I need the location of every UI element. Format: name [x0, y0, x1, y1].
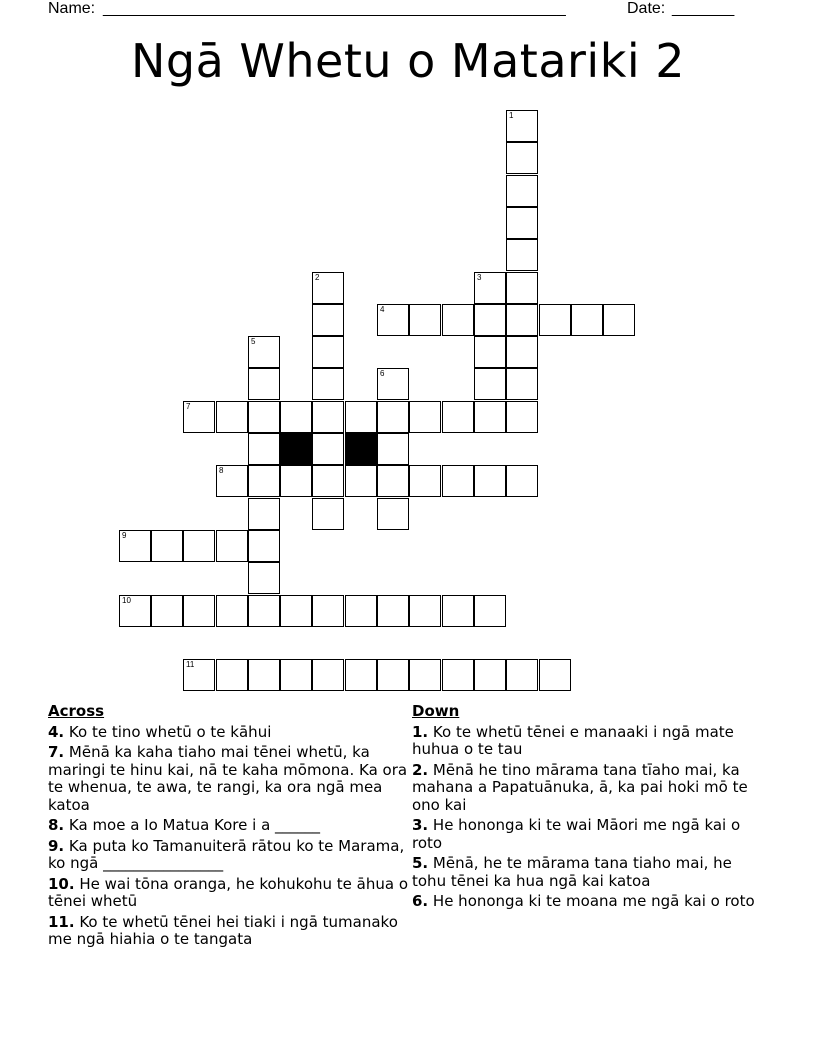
grid-cell[interactable]: [506, 207, 538, 239]
grid-cell[interactable]: [119, 530, 151, 562]
grid-cell[interactable]: [312, 304, 344, 336]
grid-cell[interactable]: [474, 401, 506, 433]
grid-cell[interactable]: [248, 401, 280, 433]
clue-number: 6.: [412, 892, 429, 910]
grid-cell[interactable]: [183, 401, 215, 433]
grid-cell[interactable]: [216, 401, 248, 433]
grid-cell[interactable]: [312, 433, 344, 465]
grid-cell[interactable]: [539, 659, 571, 691]
clue-number: 10.: [48, 874, 75, 893]
clue-text: Ko te whetū tēnei e manaaki i ngā mate huhua o te tau: [412, 722, 734, 758]
grid-cell[interactable]: [506, 110, 538, 142]
grid-cell[interactable]: [312, 595, 344, 627]
grid-cell[interactable]: [312, 368, 344, 400]
clue-number: 3: [477, 273, 482, 282]
down-clue: [412, 762, 757, 815]
grid-cell[interactable]: [506, 465, 538, 497]
grid-cell[interactable]: [474, 595, 506, 627]
clue-text: Mēnā, he te mārama tana tiaho mai, he tohu tēnei ka hua ngā kai katoa: [412, 854, 732, 890]
grid-cell[interactable]: [442, 465, 474, 497]
down-clue-list: [412, 724, 757, 911]
black-cell: [345, 433, 377, 465]
clue-number: 8.: [48, 816, 65, 834]
down-clues: [412, 703, 757, 914]
clue-number: 2: [315, 273, 320, 282]
grid-cell[interactable]: [377, 595, 409, 627]
grid-cell[interactable]: [345, 401, 377, 433]
grid-cell[interactable]: [248, 336, 280, 368]
grid-cell[interactable]: [151, 530, 183, 562]
grid-cell[interactable]: [377, 659, 409, 691]
clue-number: 2.: [412, 760, 429, 779]
grid-cell[interactable]: [248, 498, 280, 530]
clue-text: Ko te whetū tēnei hei tiaki i ngā tumanako me ngā hiahia o te tangata: [48, 912, 398, 948]
black-cell: [280, 433, 312, 465]
down-clue: [412, 855, 757, 890]
grid-cell[interactable]: [248, 368, 280, 400]
grid-cell[interactable]: [248, 659, 280, 691]
name-field[interactable]: ____________________________________________________: [103, 0, 566, 17]
grid-cell[interactable]: [119, 595, 151, 627]
clue-number: 5: [251, 337, 256, 346]
grid-cell[interactable]: [248, 562, 280, 594]
grid-cell[interactable]: [571, 304, 603, 336]
clue-number: 11: [186, 660, 195, 669]
grid-cell[interactable]: [377, 433, 409, 465]
across-clue: [48, 838, 408, 873]
grid-cell[interactable]: [377, 304, 409, 336]
grid-cell[interactable]: [183, 659, 215, 691]
grid-cell[interactable]: [442, 304, 474, 336]
grid-cell[interactable]: [248, 530, 280, 562]
grid-cell[interactable]: [506, 368, 538, 400]
grid-cell[interactable]: [312, 465, 344, 497]
grid-cell[interactable]: [280, 465, 312, 497]
grid-cell[interactable]: [474, 336, 506, 368]
clue-number: 5.: [412, 854, 429, 872]
grid-cell[interactable]: [506, 239, 538, 271]
date-label: Date:: [627, 0, 666, 17]
grid-cell[interactable]: [345, 595, 377, 627]
down-heading: Down: [412, 702, 460, 720]
clue-text: He hononga ki te moana me ngā kai o roto: [428, 892, 755, 910]
grid-cell[interactable]: [345, 465, 377, 497]
clue-number: 3.: [412, 816, 429, 834]
grid-cell[interactable]: [312, 659, 344, 691]
grid-cell[interactable]: [312, 336, 344, 368]
grid-cell[interactable]: [539, 304, 571, 336]
grid-cell[interactable]: [216, 465, 248, 497]
grid-cell[interactable]: [312, 401, 344, 433]
grid-cell[interactable]: [280, 659, 312, 691]
across-clues: [48, 703, 408, 952]
clue-number: 1: [509, 111, 514, 120]
clue-text: Ka puta ko Tamanuiterā rātou ko te Marama, ko ngā ________________: [48, 836, 405, 872]
grid-cell[interactable]: [506, 272, 538, 304]
across-heading: Across: [48, 702, 105, 720]
clue-number: 9.: [48, 836, 65, 855]
grid-cell[interactable]: [603, 304, 635, 336]
grid-cell[interactable]: [377, 498, 409, 530]
clue-text: Mēnā he tino mārama tana tīaho mai, ka mahana a Papatuānuka, ā, ka pai hoki mō te ono kai: [412, 760, 748, 814]
clue-number: 4: [380, 305, 385, 314]
down-clue: [412, 724, 757, 759]
grid-cell[interactable]: [442, 401, 474, 433]
grid-cell[interactable]: [474, 304, 506, 336]
grid-cell[interactable]: [506, 659, 538, 691]
clue-number: 1.: [412, 722, 429, 741]
grid-cell[interactable]: [183, 530, 215, 562]
clue-text: He wai tōna oranga, he kohukohu te āhua o tēnei whetū: [48, 874, 409, 910]
grid-cell[interactable]: [183, 595, 215, 627]
grid-cell[interactable]: [377, 368, 409, 400]
grid-cell[interactable]: [506, 304, 538, 336]
clue-number: 7: [186, 402, 191, 411]
grid-cell[interactable]: [377, 465, 409, 497]
grid-cell[interactable]: [312, 498, 344, 530]
clue-text: Ko te tino whetū o te kāhui: [64, 722, 272, 741]
grid-cell[interactable]: [409, 595, 441, 627]
clue-number: 4.: [48, 722, 65, 741]
down-clue: [412, 893, 757, 911]
grid-cell[interactable]: [474, 659, 506, 691]
grid-cell[interactable]: [442, 595, 474, 627]
grid-cell[interactable]: [151, 595, 183, 627]
grid-cell[interactable]: [474, 465, 506, 497]
grid-cell[interactable]: [474, 368, 506, 400]
grid-cell[interactable]: [506, 401, 538, 433]
clue-number: 11.: [48, 912, 75, 931]
clue-number: 9: [122, 531, 127, 540]
name-label: Name:: [48, 0, 96, 17]
clue-number: 10: [122, 596, 131, 605]
grid-cell[interactable]: [409, 401, 441, 433]
clue-number: 6: [380, 369, 385, 378]
page-title: Ngā Whetu o Matariki 2: [130, 34, 686, 88]
grid-cell[interactable]: [409, 465, 441, 497]
grid-cell[interactable]: [248, 595, 280, 627]
grid-cell[interactable]: [280, 401, 312, 433]
grid-cell[interactable]: [248, 465, 280, 497]
grid-cell[interactable]: [409, 304, 441, 336]
grid-cell[interactable]: [216, 595, 248, 627]
clue-number: 8: [219, 466, 224, 475]
across-clue-list: [48, 724, 408, 949]
across-clue: [48, 876, 408, 911]
clue-number: 7.: [48, 743, 65, 761]
across-clue: [48, 817, 408, 835]
grid-cell[interactable]: [216, 659, 248, 691]
grid-cell[interactable]: [216, 530, 248, 562]
clue-text: Mēnā ka kaha tiaho mai tēnei whetū, ka maringi te hinu kai, nā te kaha mōmona. Ka ora te whenua, te awa, te rangi, ka ora ngā mea katoa: [48, 743, 408, 814]
grid-cell[interactable]: [506, 336, 538, 368]
grid-cell[interactable]: [280, 595, 312, 627]
grid-cell[interactable]: [409, 659, 441, 691]
clue-text: He hononga ki te wai Māori me ngā kai o roto: [412, 816, 741, 852]
grid-cell[interactable]: [345, 659, 377, 691]
grid-cell[interactable]: [377, 401, 409, 433]
down-clue: [412, 817, 757, 852]
across-clue: [48, 744, 408, 814]
grid-cell[interactable]: [474, 272, 506, 304]
date-field[interactable]: _______: [672, 0, 735, 17]
across-clue: [48, 914, 408, 949]
grid-cell[interactable]: [248, 433, 280, 465]
clue-text: Ka moe a Io Matua Kore i a ______: [64, 816, 321, 834]
across-clue: [48, 724, 408, 742]
grid-cell[interactable]: [442, 659, 474, 691]
grid-cell[interactable]: [506, 175, 538, 207]
grid-cell[interactable]: [312, 272, 344, 304]
grid-cell[interactable]: [506, 142, 538, 174]
